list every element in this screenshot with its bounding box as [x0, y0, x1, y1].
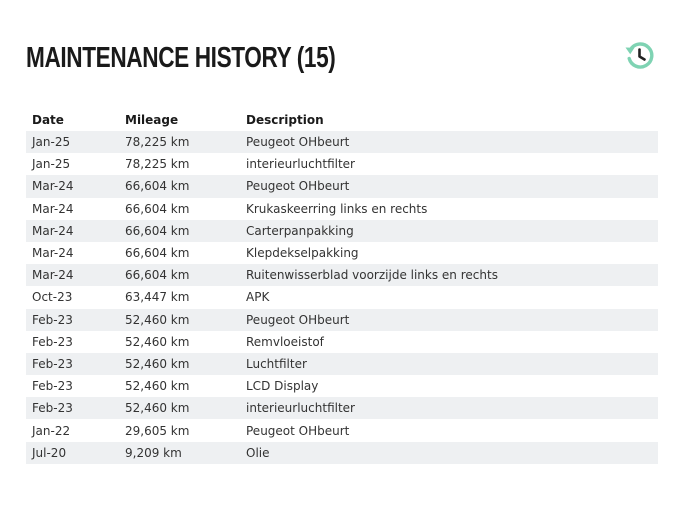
- cell-date: Oct-23: [32, 290, 73, 305]
- table-row: [26, 264, 658, 286]
- table-row: [26, 442, 658, 464]
- cell-mileage: 52,460 km: [119, 353, 240, 375]
- table-row: [26, 286, 658, 308]
- cell-date: Jan-25: [26, 131, 119, 153]
- table-row: [26, 131, 658, 153]
- table-body: [26, 131, 658, 464]
- history-clock-icon: [622, 38, 656, 72]
- cell-date: Jul-20: [26, 442, 119, 464]
- history-button[interactable]: [622, 38, 656, 72]
- column-header-date: Date: [32, 113, 64, 127]
- cell-date: Mar-24: [26, 220, 119, 242]
- cell-mileage: 29,605 km: [125, 423, 190, 438]
- cell-mileage: 52,460 km: [119, 397, 240, 419]
- column-header-mileage: Mileage: [125, 113, 179, 127]
- table-header-row: [26, 109, 658, 131]
- table-row: [26, 331, 658, 353]
- cell-date: Feb-23: [32, 379, 73, 394]
- table-row: [26, 175, 658, 197]
- cell-date: Mar-24: [26, 175, 119, 197]
- column-header-description: Description: [246, 113, 324, 127]
- cell-mileage: 52,460 km: [125, 379, 190, 394]
- table-row: [26, 198, 658, 220]
- cell-date: Feb-23: [26, 397, 119, 419]
- page-title: MAINTENANCE HISTORY (15): [26, 42, 336, 74]
- table-row: [26, 153, 658, 175]
- table-row: [26, 397, 658, 419]
- cell-description: interieurluchtfilter: [246, 157, 355, 172]
- cell-mileage: 52,460 km: [119, 309, 240, 331]
- cell-description: Ruitenwisserblad voorzijde links en rechts: [240, 264, 658, 286]
- cell-description: Klepdekselpakking: [246, 246, 359, 261]
- cell-date: Feb-23: [26, 309, 119, 331]
- cell-date: Jan-25: [32, 157, 71, 172]
- cell-description: Peugeot OHbeurt: [246, 423, 350, 438]
- cell-description: interieurluchtfilter: [240, 397, 658, 419]
- cell-description: Remvloeistof: [246, 334, 324, 349]
- cell-description: Olie: [240, 442, 658, 464]
- cell-description: Peugeot OHbeurt: [240, 175, 658, 197]
- table-row: [26, 220, 658, 242]
- table-row: [26, 353, 658, 375]
- maintenance-table: [26, 109, 658, 464]
- cell-date: Jan-22: [32, 423, 71, 438]
- cell-description: Peugeot OHbeurt: [240, 131, 658, 153]
- table-row: [26, 309, 658, 331]
- cell-description: APK: [246, 290, 270, 305]
- cell-description: Peugeot OHbeurt: [240, 309, 658, 331]
- cell-description: LCD Display: [246, 379, 319, 394]
- table-row: [26, 419, 658, 441]
- cell-mileage: 66,604 km: [119, 264, 240, 286]
- cell-date: Feb-23: [26, 353, 119, 375]
- cell-mileage: 63,447 km: [125, 290, 190, 305]
- cell-description: Krukaskeerring links en rechts: [246, 201, 428, 216]
- cell-mileage: 66,604 km: [125, 246, 190, 261]
- cell-mileage: 66,604 km: [125, 201, 190, 216]
- cell-mileage: 66,604 km: [119, 175, 240, 197]
- cell-date: Mar-24: [32, 201, 74, 216]
- cell-mileage: 78,225 km: [125, 157, 190, 172]
- cell-date: Feb-23: [32, 334, 73, 349]
- cell-date: Mar-24: [32, 246, 74, 261]
- cell-date: Mar-24: [26, 264, 119, 286]
- cell-mileage: 78,225 km: [119, 131, 240, 153]
- table-row: [26, 375, 658, 397]
- table-row: [26, 242, 658, 264]
- cell-mileage: 9,209 km: [119, 442, 240, 464]
- cell-description: Carterpanpakking: [240, 220, 658, 242]
- cell-mileage: 52,460 km: [125, 334, 190, 349]
- cell-mileage: 66,604 km: [119, 220, 240, 242]
- cell-description: Luchtfilter: [240, 353, 658, 375]
